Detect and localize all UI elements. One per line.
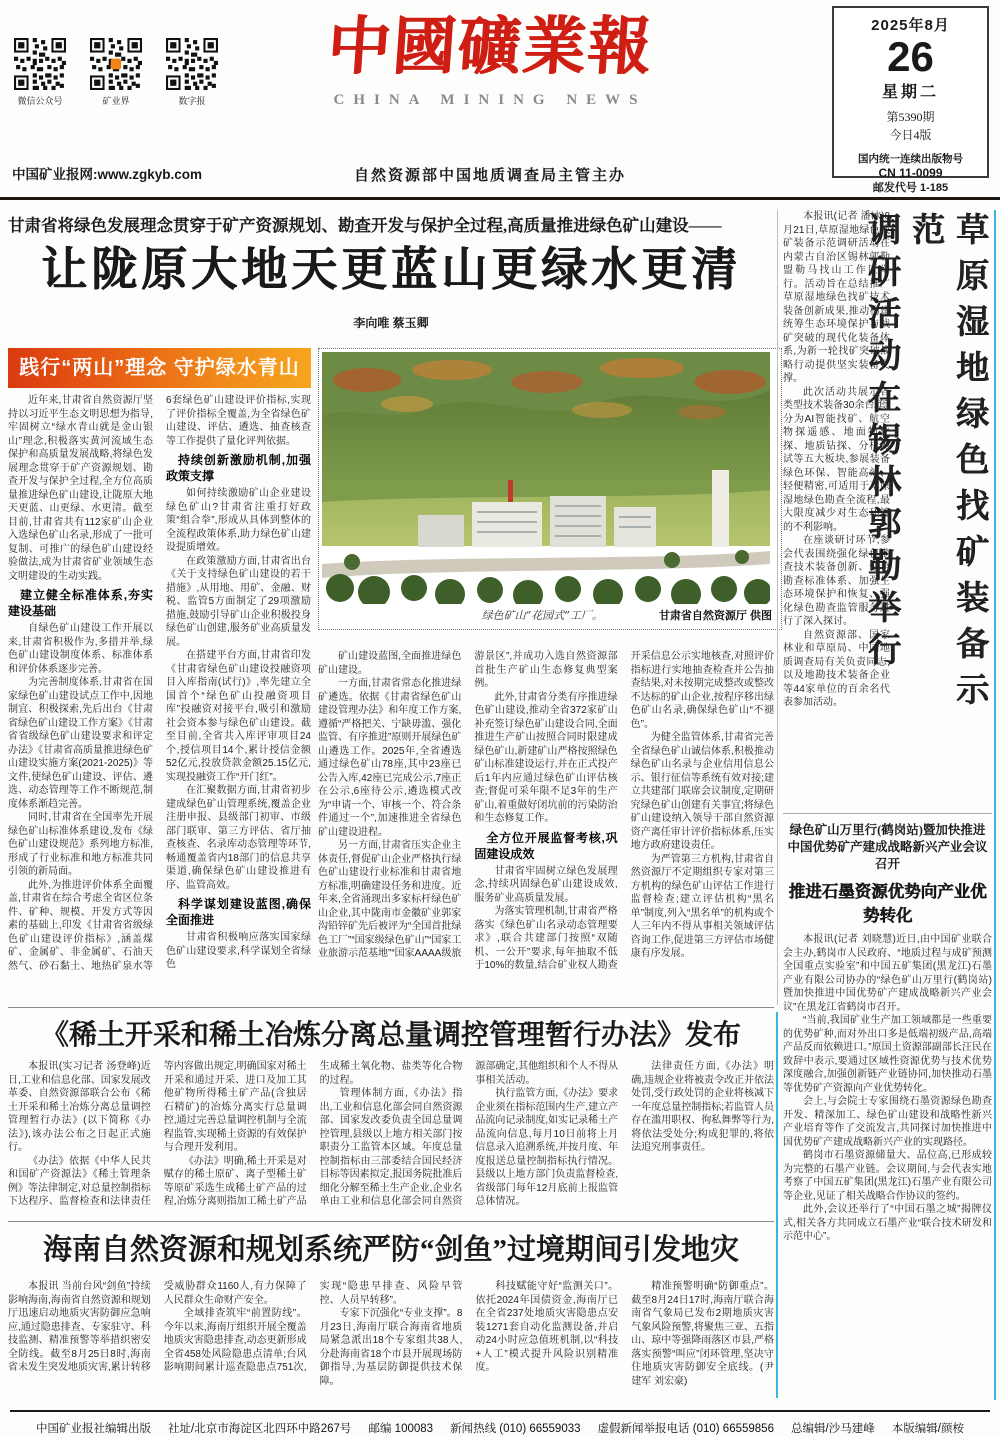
qr-digital-paper xyxy=(164,38,220,107)
article-paragraph: 法律责任方面,《办法》明确,违规企业将被责令改正并依法处罚,受行政处罚的企业将核减下一年度总量控制指标;若监管人员存在滥用职权、徇私舞弊等行为,将依法受处分;构成犯罪的,将依法追究刑事责任。 xyxy=(631,1061,774,1153)
article-paragraph: 为完善制度体系,甘肃省在国家绿色矿山建设试点工作中,因地制宜、积极探索,先后出台《甘肃省绿色矿山建设工作方案》《甘肃省省级绿色矿山建设要求和评定办法》《甘肃省高质量推进绿色矿山建设实施方案(2021-2025)》等文件,使绿色矿山建设、评估、遴选、动态管理等工作不断规范,制度体系渐趋完善。 xyxy=(8,677,153,810)
green-mine-photo xyxy=(322,352,770,604)
photo-credit: 甘肃省自然资源厅 供图 xyxy=(658,610,772,622)
article-paragraph: 管理体制方面,《办法》指出,工业和信息化部会同自然资源部、国家发改委负责全国总量调控管理,县级以上地方相关部门按职责分工监管本区域。年度总量控制指标由三部委结合国民经济目标等因素拟定,报国务院批准后细化分解至稀土生产企业,企业名单由工业和信息化部会同自然资源部确定,其他组织和个人不得从事相关活动。 xyxy=(319,1061,619,1207)
newspaper-title-en: CHINA MINING NEWS xyxy=(333,92,647,108)
footer-hotline: 新闻热线 (010) 66559033 xyxy=(450,1423,581,1435)
article-paragraph: 精准预警明确“防御重点”。截至8月24日17时,海南厅联合海南省气象局已发布2期地质灾害气象风险预警,将聚焦三亚、五指山、琼中等强降雨落区市县,严格落实预警“叫应”闭环管理,坚决守住地质灾害防御安全底线。(尹建军 刘宏豪) xyxy=(631,1281,774,1387)
article-paragraph: 本报讯(实习记者 汤登峰)近日,工业和信息化部、国家发展改革委、自然资源部联合公布《稀土开采和稀土冶炼分离总量调控管理暂行办法》(以下简称《办法》),该办法公布之日起正式施行。 xyxy=(8,1061,151,1153)
article-paragraph: 此外,为推进评价体系全面覆盖,甘肃省在综合考虑全省区位条件、矿种、规模、开发方式等因素的基础上,印发《甘肃省省级绿色矿山建设评价指标》,涵盖煤矿、金属矿、非金属矿、石油天然气、砂石黏土、地热矿泉水等6套绿色矿山建设评价指标,实现了评价指标全覆盖,为全省绿色矿山建设、评估、遴选、抽查核查等工作提供了量化评判依据。 xyxy=(8,395,311,972)
qr-code-icon xyxy=(90,38,142,90)
article-paragraph: 在政策激励方面,甘肃省出台《关于支持绿色矿山建设的若干措施》,从用地、用矿、金融、财税、监管5方面制定了29项激励措施,鼓励引导矿山企业积极投身绿色矿山创建,服务矿业高质量发展。 xyxy=(166,555,311,648)
article-paragraph: 鹤岗市石墨资源储量大、品位高,已形成较为完整的石墨产业链。会议期间,与会代表实地考察了中国五矿集团(黑龙江)石墨产业有限公司等企业,见证了相关战略合作协议的签约。 xyxy=(783,1150,992,1202)
lead-headline: 让陇原大地天更蓝山更绿水更清 xyxy=(41,243,741,295)
article-subhead: 全方位开展监督考核,巩固建设成效 xyxy=(474,830,618,861)
horizontal-rule-1 xyxy=(8,1007,774,1008)
article-subhead: 科学谋划建设蓝图,确保全面推进 xyxy=(166,897,311,927)
date-day: 26 xyxy=(887,33,934,80)
grassland-vertical-headline xyxy=(864,212,992,714)
article-paragraph: 自绿色矿山建设工作开展以来,甘肃省积极作为,多措并举,绿色矿山建设制度体系、标准体系和评价体系逐步完善。 xyxy=(8,623,153,675)
footer-publisher: 中国矿业报社编辑出版 xyxy=(36,1423,151,1435)
pages-today: 今日4版 xyxy=(889,128,932,142)
supervisor-line: 自然资源部中国地质调查局主管主办 xyxy=(353,167,626,184)
postal-code: 邮发代号 1-185 xyxy=(872,182,949,194)
article-subhead: 持续创新激励机制,加强政策支撑 xyxy=(166,453,311,483)
article-paragraph: 本报讯 当前台风“剑鱼”持续影响海南,海南省自然资源和规划厅迅速启动地质灾害防御应急响应,通过隐患排查、专家驻守、科技监测、精准预警等举措织密安全防线。截至8月25日8时,海南省未发生突发地质灾害,累计转移受威胁群众1160人,有力保障了人民群众生命财产安全。 xyxy=(8,1281,307,1373)
grassland-article xyxy=(783,210,992,806)
article-paragraph: 此外,甘肃省分类有序推进绿色矿山建设,推动全省372家矿山补充签订绿色矿山建设合同,全面推进生产矿山按照合同时限建成绿色矿山,新建矿山严格按照绿色矿山标准建设运行,并在正式投产后1年内应通过绿色矿山评估核查;督促可采年限不足3年的生产矿山,着重做好闭坑前的污染防治和生态修复工作。 xyxy=(474,691,618,824)
headline-line-2: 调研活动在锡林郭勒举行 xyxy=(864,212,901,674)
qr-code-icon xyxy=(14,38,66,90)
graphite-kicker-line2: 中国优势矿产建成战略新兴产业会议召开 xyxy=(787,840,988,871)
article-paragraph: 在汇聚数据方面,甘肃省初步建成绿色矿山管理系统,覆盖企业注册申报、县级部门初审、市级部门联审、第三方评估、省厅抽查核查、名录库动态管理等环节,畅通覆盖省内18部门的信息共享渠道,确保绿色矿山建设推进有序、监管高效。 xyxy=(166,785,311,891)
right-panel-divider xyxy=(783,813,992,814)
article-paragraph: 《办法》明确,稀土开采是对赋存的稀土原矿、离子型稀土矿等原矿采选生成稀土矿产品的过程,冶炼分离则指加工稀土矿产品生成稀土氧化物、盐类等化合物的过程。 xyxy=(163,1061,463,1207)
footer-page-editor: 本版编辑/颜桉 xyxy=(891,1423,964,1435)
article-paragraph: 此次活动共展示各类型技术装备30余台/套,分为AI智能找矿、航空物探遥感、地面物化探、地质钻探、分析测试等五大板块,参展装备绿色环保、智能高效、轻便精密,可适用于草原湿地绿色勘查全流程,最大限度减少对生态环境的不利影响。 xyxy=(783,386,890,533)
article-paragraph: 本报讯(记者 潘冰)8月21日,草原湿地绿色找矿装备示范调研活动在内蒙古自治区锡林郭勒盟勒马找山工作区举行。活动旨在总结推广草原湿地绿色找矿技术装备创新成果,推动构建统筹生态环境保护与找矿突破的现代化装备体系,为新一轮找矿突破战略行动提供坚实装备支撑。 xyxy=(783,211,890,384)
hainan-columns xyxy=(8,1280,774,1402)
qr-mining-world xyxy=(88,38,144,107)
hainan-headline: 海南自然资源和规划系统严防“剑鱼”过境期间引发地灾 xyxy=(42,1234,739,1266)
headline-line-1: 草原湿地绿色找矿装备示范 xyxy=(908,212,989,714)
date-weekday: 星期二 xyxy=(881,84,939,101)
lead-sidebar-banner: 践行“两山”理念 守护绿水青山 xyxy=(8,348,311,388)
footer-report-phone: 虚假新闻举报电话 (010) 66559856 xyxy=(597,1423,774,1435)
article-subhead: 建立健全标准体系,夯实建设基础 xyxy=(8,588,153,618)
date-box xyxy=(832,6,989,194)
footer-address: 社址/北京市海淀区北四环中路267号 xyxy=(168,1423,352,1435)
footer-info-line xyxy=(10,1420,990,1436)
website-url: 中国矿业报网:www.zgkyb.com xyxy=(12,167,203,182)
lead-kicker: 甘肃省将绿色发展理念贯穿于矿产资源规划、勘查开发与保护全过程,高质量推进绿色矿山建设—— xyxy=(8,216,722,235)
qr-code-row xyxy=(12,38,220,107)
article-paragraph: 为落实管理机制,甘肃省严格落实《绿色矿山名录动态管理要求》,联合共建部门按照“双随机、一公开”要求,每年抽取不低于10%的数量,结合矿业权人勘查开采信息公示实地核查,对照评价指标进行实地抽查检查并公告抽查结果,对未按期完成整改或整改不达标的矿山企业,按程序移出绿色矿山名录,确保绿色矿山“不褪色”。 xyxy=(474,651,774,971)
issue-number: 第5390期 xyxy=(886,110,935,124)
qr-code-icon xyxy=(166,38,218,90)
article-paragraph: 在座谈研讨环节,参会代表围绕强化绿色勘查技术装备创新、健全勘查标准体系、加强生态环境保护和恢复、强化绿色勘查监管服务进行了深入探讨。 xyxy=(783,535,890,627)
article-paragraph: 会上,与会院士专家围绕石墨资源绿色勘查开发、精深加工、绿色矿山建设和战略性新兴产业培育等作了交流发言,共同探讨加快推进中国优势矿产建成战略新兴产业的实现路径。 xyxy=(783,1096,992,1148)
graphite-headline: 推进石墨资源优势向产业优势转化 xyxy=(788,883,987,925)
qr-label: 数字报 xyxy=(178,96,206,106)
rare-earth-headline: 《稀土开采和稀土冶炼分离总量调控管理暂行办法》发布 xyxy=(40,1020,741,1051)
lead-byline: 李向唯 蔡玉卿 xyxy=(353,316,429,330)
qr-label: 微信公众号 xyxy=(17,96,63,106)
date-year-month: 2025年8月 xyxy=(871,17,950,34)
article-paragraph: 矿山建设蓝图,全面推进绿色矿山建设。 xyxy=(318,651,462,676)
article-paragraph: 甘肃省积极响应落实国家绿色矿山建设要求,科学谋划全省绿色 xyxy=(166,932,311,970)
cn-number: CN 11-0099 xyxy=(878,166,943,180)
right-panel xyxy=(783,210,992,1402)
article-paragraph: 执行监管方面,《办法》要求企业须在指标范围内生产,建立产品流向记录制度,如实记录稀土产品流向信息,每月10日前将上月信息录入追溯系统,并按月度、年度报送总量控制指标执行情况。县级以上地方部门负责监督检查,省级部门每年12月底前上报监管总体情况。 xyxy=(475,1088,619,1207)
masthead-rule xyxy=(0,197,1000,200)
photo-caption: 绿色矿山“花园式”工厂。 xyxy=(481,609,603,622)
article-paragraph: 为健全监管体系,甘肃省完善全省绿色矿山诚信体系,积极推动绿色矿山名录与企业信用信息公示、银行征信等系统有效对接;建立共建部门联席会议制度,定期研究绿色矿山创建有关事宜;将绿色矿山建设纳入领导干部自然资源资产离任审计评价指标体系,压实地方政府建设责任。 xyxy=(630,732,774,851)
article-paragraph: 甘肃省牢固树立绿色发展理念,持续巩固绿色矿山建设成效,服务矿业高质量发展。 xyxy=(474,865,618,904)
lead-left-columns xyxy=(8,394,311,1006)
publication-label: 国内统一连续出版物号 xyxy=(858,153,963,165)
article-paragraph: 一方面,甘肃省常态化推进绿矿遴选。依据《甘肃省绿色矿山建设管理办法》和年度工作方案,遵循“严格把关、宁缺毋滥、强化监管、有序推进”原则开展绿色矿山遴选工作。2025年,全省遴选通过绿色矿山78座,其中23座已公告入库,42座已完成公示,7座正在公示,6座待公示,遴选模式改为“申请一个、审核一个、符合条件通过一个”,加速推进全省绿色矿山建设进程。 xyxy=(318,678,462,838)
horizontal-rule-2 xyxy=(8,1221,774,1222)
article-paragraph: 另一方面,甘肃省压实企业主体责任,督促矿山企业严格执行绿色矿山建设行业标准和甘肃省地方标准,明确建设任务和进度。近年来,全省涌现出多家标杆绿色矿山企业,其中陇南市金徽矿业郭家沟铅锌矿先后被评为“全国首批绿色工厂”“国家级绿色矿山”“国家工业旅游示范基地”“国家AAAA级旅游景区”,并成功入选自然资源部首批生产矿山生态修复典型案例。 xyxy=(318,651,618,959)
blue-divider-right xyxy=(994,210,996,1400)
article-paragraph: 同时,甘肃省在全国率先开展绿色矿山标准体系建设,发布《绿色矿山建设规范》系列地方标准,形成了行业标准和地方标准共同引领的新局面。 xyxy=(8,812,153,877)
masthead-center xyxy=(255,0,725,109)
newspaper-title: 中國礦業報 xyxy=(324,9,656,83)
article-paragraph: 专家下沉强化“专业支撑”。8月23日,海南厅联合海南省地质局紧急派出18个专家组共38人,分赴海南省18个市县开展现场防御指导,为基层防御提供技术保障。 xyxy=(319,1308,463,1387)
qr-label: 矿业界 xyxy=(102,96,130,106)
article-paragraph: 本报讯(记者 刘晓慧)近日,由中国矿业联合会主办,鹤岗市人民政府、“地质过程与成矿预测全国重点实验室”和中国五矿集团(黑龙江)石墨产业有限公司协办的“绿色矿山万里行(鹤岗站)暨加快推进中国优势矿产建成战略新兴产业会议”在黑龙江省鹤岗市召开。 xyxy=(783,934,992,1013)
graphite-article xyxy=(783,933,992,1244)
footer-zipcode: 邮编 100083 xyxy=(368,1423,434,1435)
rare-earth-columns xyxy=(8,1060,774,1218)
article-paragraph: 近年来,甘肃省自然资源厅坚持以习近平生态文明思想为指导,牢固树立“绿水青山就是金山银山”理念,积极落实黄河流域生态保护和高质量发展战略,将绿色发展理念贯穿于矿产资源规划、勘查开发与保护全过程,全方位高质量推进绿色矿山建设,让陇原大地天更蓝、山更绿、水更清。截至目前,甘肃省共有112家矿山企业入选绿色矿山名录,形成了一批可复制、可推广的绿色矿山建设经验做法,成为甘肃省矿业领域生态文明建设的生动实践。 xyxy=(8,395,153,582)
article-paragraph: 为严管第三方机构,甘肃省自然资源厅不定期组织专家对第三方机构的绿色矿山评估工作进行监督检查;建立评估机构“黑名单”制度,列入“黑名单”的机构或个人三年内不得从事相关领域评估咨询工作,促进第三方评估市场健康有序发展。 xyxy=(630,853,774,959)
blue-divider-mid xyxy=(776,1012,778,1398)
vertical-divider xyxy=(777,210,778,1005)
photo-caption-row xyxy=(322,604,778,626)
lead-photo-frame xyxy=(318,348,782,630)
article-paragraph: 《办法》依据《中华人民共和国矿产资源法》《稀土管理条例》等法律制定,对总量控制指标下达程序、监督检查和法律责任等内容做出规定,明确国家对稀土开采和通过开采、进口及加工其他矿物所得稀土矿产品(含独居石精矿)的冶炼分离实行总量调控,通过完善总量调控机制与全流程监管,实现稀土资源的有效保护与合理开发利用。 xyxy=(8,1061,307,1207)
article-paragraph: 科技赋能守好“监测关口”。依托2024年国债资金,海南厅已在全省237处地质灾害隐患点安装1271套自动化监测设备,并启动24小时应急值班机制,以“科技+人工”模式提升风险识别精准度。 xyxy=(475,1281,619,1373)
qr-wechat xyxy=(12,38,68,107)
article-paragraph: 自然资源部、国家林业和草原局、中国地质调查局有关负责同志,以及地勘技术装备企业等44家单位的百余名代表参加活动。 xyxy=(783,629,890,708)
graphite-kicker-line1: 绿色矿山万里行(鹤岗站)暨加快推进 xyxy=(789,823,986,837)
article-paragraph: 此外,会议还举行了“中国石墨之城”揭牌仪式,相关各方共同成立石墨产业“联合技术研发和示范中心”。 xyxy=(783,1204,992,1242)
article-paragraph: 全域排查筑牢“前置防线”。今年以来,海南厅组织开展全覆盖地质灾害隐患排查,动态更新形成全省458处风险隐患点清单;台风影响期间累计巡查隐患点751次,实现“隐患早排查、风险早管控、人员早转移”。 xyxy=(163,1281,463,1373)
article-paragraph: 如何持续激励矿山企业建设绿色矿山?甘肃省注重打好政策“组合拳”,形成从具体到整体的全流程政策体系,助力绿色矿山建设提质增效。 xyxy=(166,488,311,553)
lead-bottom-columns xyxy=(318,650,774,1006)
article-paragraph: “当前,我国矿业生产加工领域都是一些重要的优势矿种,而对外出口多是低端初级产品,高端产品反而依赖进口。”原国土资源部副部长汪民在致辞中表示,要通过区域性资源优势与技术优势深度融合,加强创新链产业链协同,加快推动石墨等优势矿产资源向产业优势转化。 xyxy=(783,1015,992,1094)
footer-rule xyxy=(10,1410,990,1412)
article-paragraph: 在搭建平台方面,甘肃省印发《甘肃省绿色矿山建设投融资项目入库指南(试行)》,率先建立全国首个“绿色矿山投融资项目库”投融资对接平台,吸引和激励社会资本参与绿色矿山建设。截至目前,全省共入库评审项目24个,授信项目14个,累计授信金额52亿元,投放贷款金额25.15亿元,实现投融资工作“开门红”。 xyxy=(166,650,311,783)
footer-chief-editor: 总编辑/沙马建峰 xyxy=(791,1423,875,1435)
